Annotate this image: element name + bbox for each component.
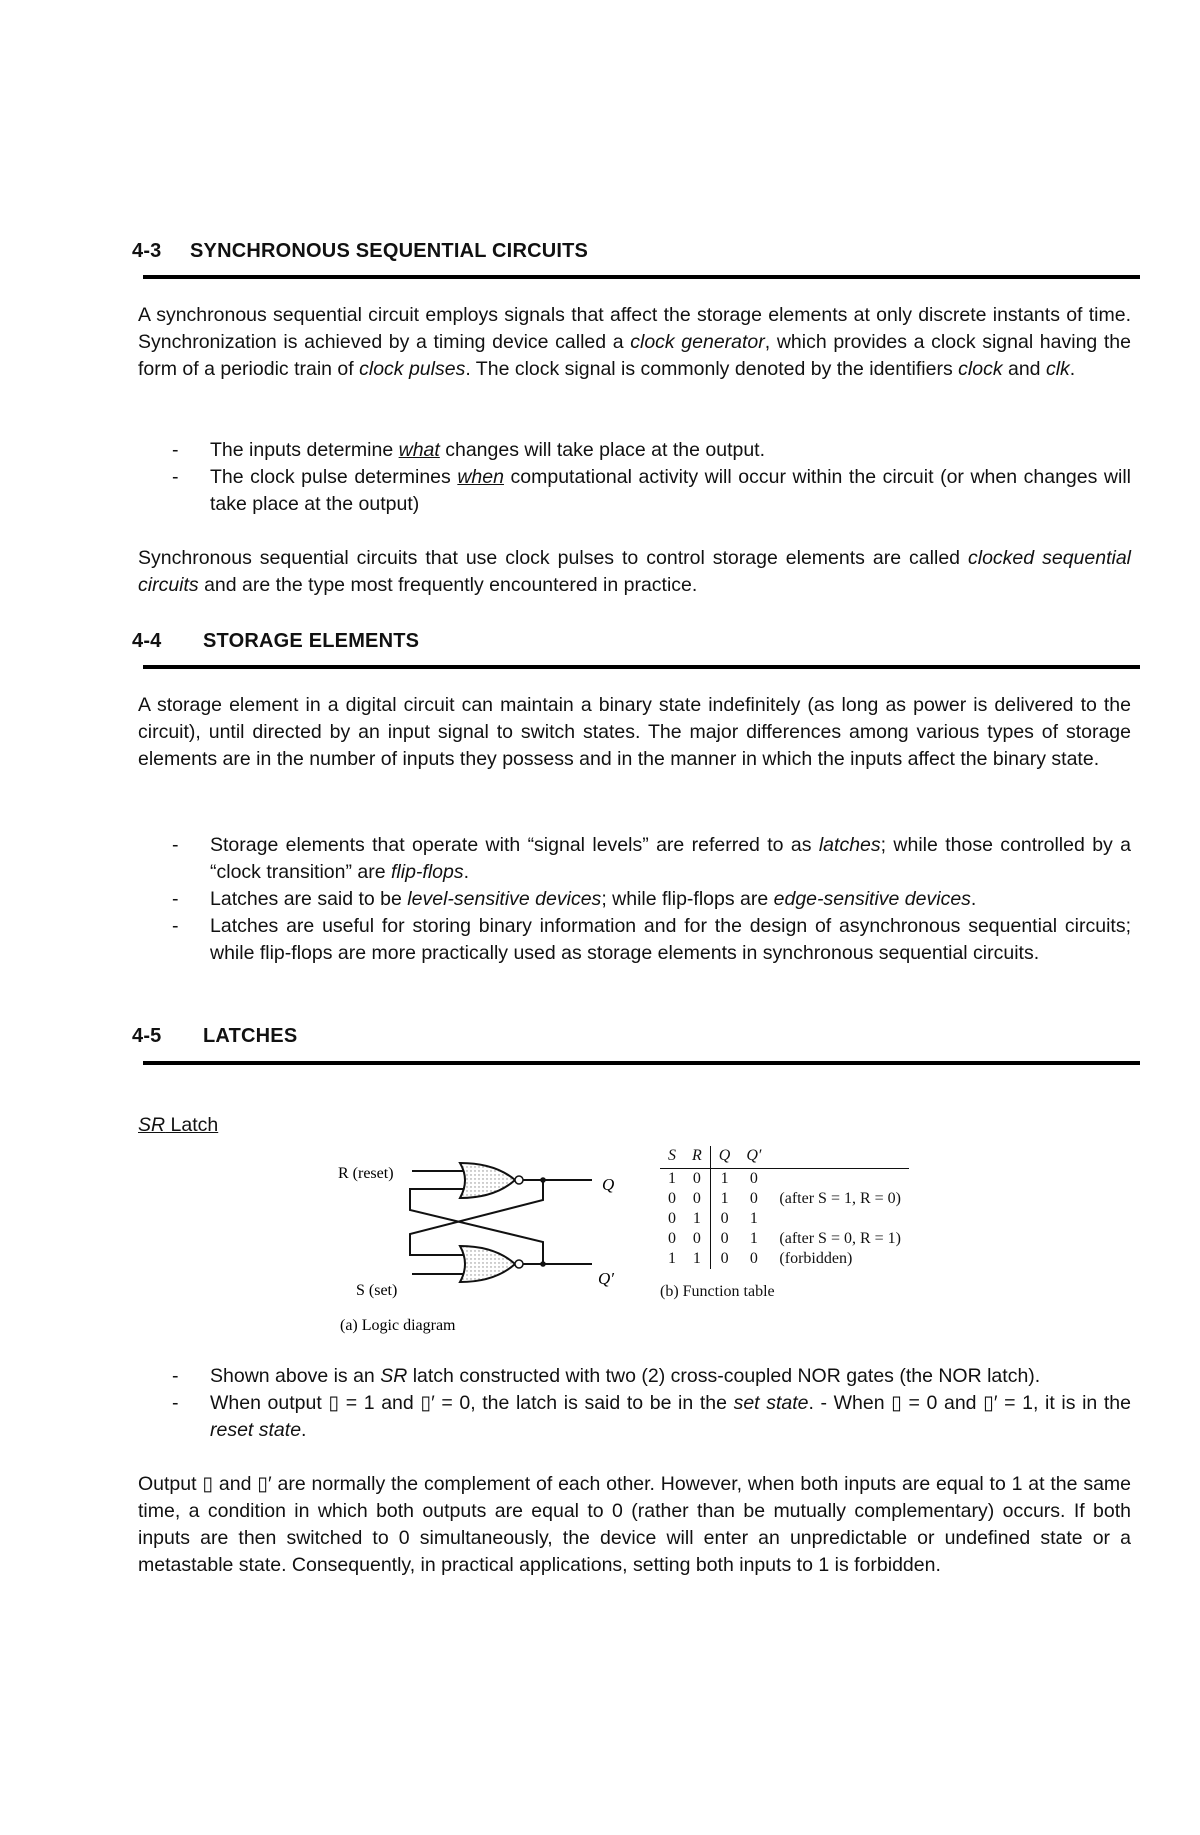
function-table-block xyxy=(660,1146,909,1301)
term-clock: clock xyxy=(958,358,1003,380)
function-table-caption: (b) Function table xyxy=(660,1283,775,1300)
section-rule xyxy=(143,275,1140,279)
text-run: Storage elements that operate with “signal levels” are referred to as xyxy=(210,834,819,856)
header-r: R xyxy=(684,1146,710,1169)
cell: 1 xyxy=(692,1250,701,1267)
header-s: S xyxy=(660,1146,684,1169)
list-item xyxy=(138,464,1131,518)
text-run: When output ▯ = 1 and ▯′ = 0, the latch is said to be in the xyxy=(210,1392,734,1414)
logic-diagram-caption: (a) Logic diagram xyxy=(340,1317,456,1334)
text-run: Synchronous sequential circuits that use clock pulses to control storage elements are called xyxy=(138,547,968,569)
text-run: and are the type most frequently encountered in practice. xyxy=(198,574,698,596)
nor-gate-top xyxy=(460,1163,515,1198)
list-item xyxy=(138,1390,1131,1444)
bullet-list-storage xyxy=(138,832,1131,967)
q-output-label: Q xyxy=(602,1175,615,1194)
section-heading-4-5 xyxy=(132,1025,297,1048)
cell: 1 xyxy=(692,1210,701,1227)
paragraph-synchronous-intro xyxy=(138,302,1131,383)
term-clock-generator: clock generator xyxy=(630,331,765,353)
section-rule xyxy=(143,1061,1140,1065)
dash-marker: - xyxy=(172,888,179,910)
text-run: . The clock signal is commonly denoted by the identifiers xyxy=(465,358,959,380)
section-title: SYNCHRONOUS SEQUENTIAL CIRCUITS xyxy=(190,240,589,262)
text-run: computational activity will occur within the circuit (or when changes will take place at the output) xyxy=(210,466,1132,515)
cell: 0 xyxy=(710,1229,738,1249)
row-note: (after S = 1, R = 0) xyxy=(779,1190,901,1207)
term-sr: SR xyxy=(380,1365,408,1387)
term-what: what xyxy=(398,439,440,461)
header-q: Q xyxy=(710,1146,738,1169)
cell: 1 xyxy=(710,1189,738,1209)
section-title: STORAGE ELEMENTS xyxy=(203,630,420,652)
text-run: Shown above is an xyxy=(210,1365,381,1387)
term-clock-pulses: clock pulses xyxy=(359,358,466,380)
table-header-row xyxy=(660,1146,909,1169)
table-row xyxy=(660,1189,909,1209)
cell: 0 xyxy=(749,1170,758,1187)
section-number: 4-5 xyxy=(132,1025,162,1047)
section-rule xyxy=(143,665,1140,669)
text-run: . xyxy=(1069,358,1076,380)
bullet-list-sr-latch xyxy=(138,1363,1131,1444)
paragraph-storage-elements: A storage element in a digital circuit can maintain a binary state indefinitely (as long as power is delivered to the circuit), until directed by an input signal to switch states. The major differences among various types of storage elements are in the number of inputs they possess and in the manner in which the inputs affect the binary state. xyxy=(138,694,1131,770)
row-note: (forbidden) xyxy=(779,1250,853,1267)
set-input-label: S (set) xyxy=(356,1282,398,1299)
text-run: The inputs determine xyxy=(210,439,399,461)
text-run: , which provides a clock signal having the form of a periodic train of xyxy=(138,331,1131,380)
row-note: (after S = 0, R = 1) xyxy=(779,1230,901,1247)
nor-bubble-top xyxy=(515,1176,523,1184)
section-heading-4-3 xyxy=(132,240,588,263)
cell: 0 xyxy=(749,1250,758,1267)
cell: 0 xyxy=(692,1230,701,1247)
list-item xyxy=(138,1363,1131,1390)
cell: 0 xyxy=(749,1190,758,1207)
section-title: LATCHES xyxy=(203,1025,298,1047)
header-note xyxy=(769,1146,909,1169)
table-row xyxy=(660,1249,909,1269)
list-item xyxy=(138,832,1131,886)
text-run: . xyxy=(301,1419,307,1441)
dash-marker: - xyxy=(172,915,179,937)
header-q-bar: Q′ xyxy=(738,1146,769,1169)
row-note xyxy=(769,1209,909,1229)
term-edge-sensitive: edge-sensitive devices xyxy=(773,888,971,910)
text-run: A synchronous sequential circuit employs signals that affect the storage elements at only discrete instants of time. Synchronization is achieved by a timing device called a xyxy=(138,304,1131,353)
dash-marker: - xyxy=(172,466,179,488)
text-run: ; while those controlled by a “clock transition” are xyxy=(210,834,1131,883)
term-set-state: set state xyxy=(733,1392,809,1414)
dash-marker: - xyxy=(172,1392,179,1414)
nor-bubble-bottom xyxy=(515,1260,523,1268)
nor-gate-bottom xyxy=(460,1246,515,1282)
sr-latch-figure xyxy=(330,1138,940,1338)
list-item xyxy=(138,886,1131,913)
bullet-list-synchronous xyxy=(138,437,1131,518)
junction-dot xyxy=(540,1177,546,1183)
term-flip-flops: flip-flops xyxy=(390,861,464,883)
cell: 1 xyxy=(710,1169,738,1190)
function-table xyxy=(660,1146,909,1269)
text-run: and xyxy=(1002,358,1046,380)
cell: 1 xyxy=(749,1210,758,1227)
row-note xyxy=(769,1169,909,1190)
cell: 1 xyxy=(668,1170,676,1187)
paragraph-complement-outputs: Output ▯ and ▯′ are normally the complement of each other. However, when both inputs are equal to 1 at the same time, a condition in which both outputs are equal to 0 (rather than be mutually complementary) occurs. If both inputs are then switched to 0 simultaneously, the device will enter an unpredictable or undefined state or a metastable state. Consequently, in practical applications, setting both inputs to 1 is forbidden. xyxy=(138,1473,1131,1576)
term-reset-state: reset state xyxy=(210,1419,302,1441)
cell: 0 xyxy=(710,1209,738,1229)
paragraph-clocked-circuits xyxy=(138,545,1131,599)
term-when: when xyxy=(457,466,504,488)
cell: 0 xyxy=(710,1249,738,1269)
text-run: Latches are said to be xyxy=(210,888,408,910)
text-run: The clock pulse determines xyxy=(210,466,458,488)
dash-marker: - xyxy=(172,1365,179,1387)
term-latches: latches xyxy=(818,834,881,856)
section-heading-4-4 xyxy=(132,630,419,653)
cell: 1 xyxy=(668,1250,676,1267)
text-run: Latches are useful for storing binary information and for the design of asynchronous sequential circuits; while flip-flops are more practically used as storage elements in synchronous sequential circuits. xyxy=(210,915,1131,964)
text-run: SR xyxy=(138,1114,166,1136)
text-run: Latch xyxy=(165,1114,219,1136)
cell: 0 xyxy=(692,1190,701,1207)
text-run: . - When ▯ = 0 and ▯′ = 1, it is in the xyxy=(808,1392,1131,1414)
section-number: 4-4 xyxy=(132,630,162,652)
table-row xyxy=(660,1209,909,1229)
cell: 0 xyxy=(668,1190,676,1207)
reset-input-label: R (reset) xyxy=(338,1165,394,1182)
list-item xyxy=(138,437,1131,464)
term-level-sensitive: level-sensitive devices xyxy=(407,888,602,910)
list-item xyxy=(138,913,1131,967)
text-run: changes will take place at the output. xyxy=(439,439,766,461)
cell: 0 xyxy=(668,1210,676,1227)
text-run: . xyxy=(463,861,470,883)
q-bar-output-label: Q′ xyxy=(598,1269,614,1288)
table-row xyxy=(660,1169,909,1190)
text-run: . xyxy=(970,888,977,910)
cell: 0 xyxy=(668,1230,676,1247)
text-run: latch constructed with two (2) cross-coupled NOR gates (the NOR latch). xyxy=(407,1365,1041,1387)
term-clocked-sequential-circuits: clocked sequential circuits xyxy=(138,547,1131,596)
section-number: 4-3 xyxy=(132,240,162,262)
dash-marker: - xyxy=(172,834,179,856)
term-clk: clk xyxy=(1045,358,1070,380)
cell: 1 xyxy=(749,1230,758,1247)
text-run: ; while flip-flops are xyxy=(601,888,774,910)
logic-diagram xyxy=(330,1138,630,1338)
table-row xyxy=(660,1229,909,1249)
subheading-sr-latch xyxy=(138,1114,218,1137)
junction-dot xyxy=(540,1261,546,1267)
dash-marker: - xyxy=(172,439,179,461)
cell: 0 xyxy=(692,1170,701,1187)
